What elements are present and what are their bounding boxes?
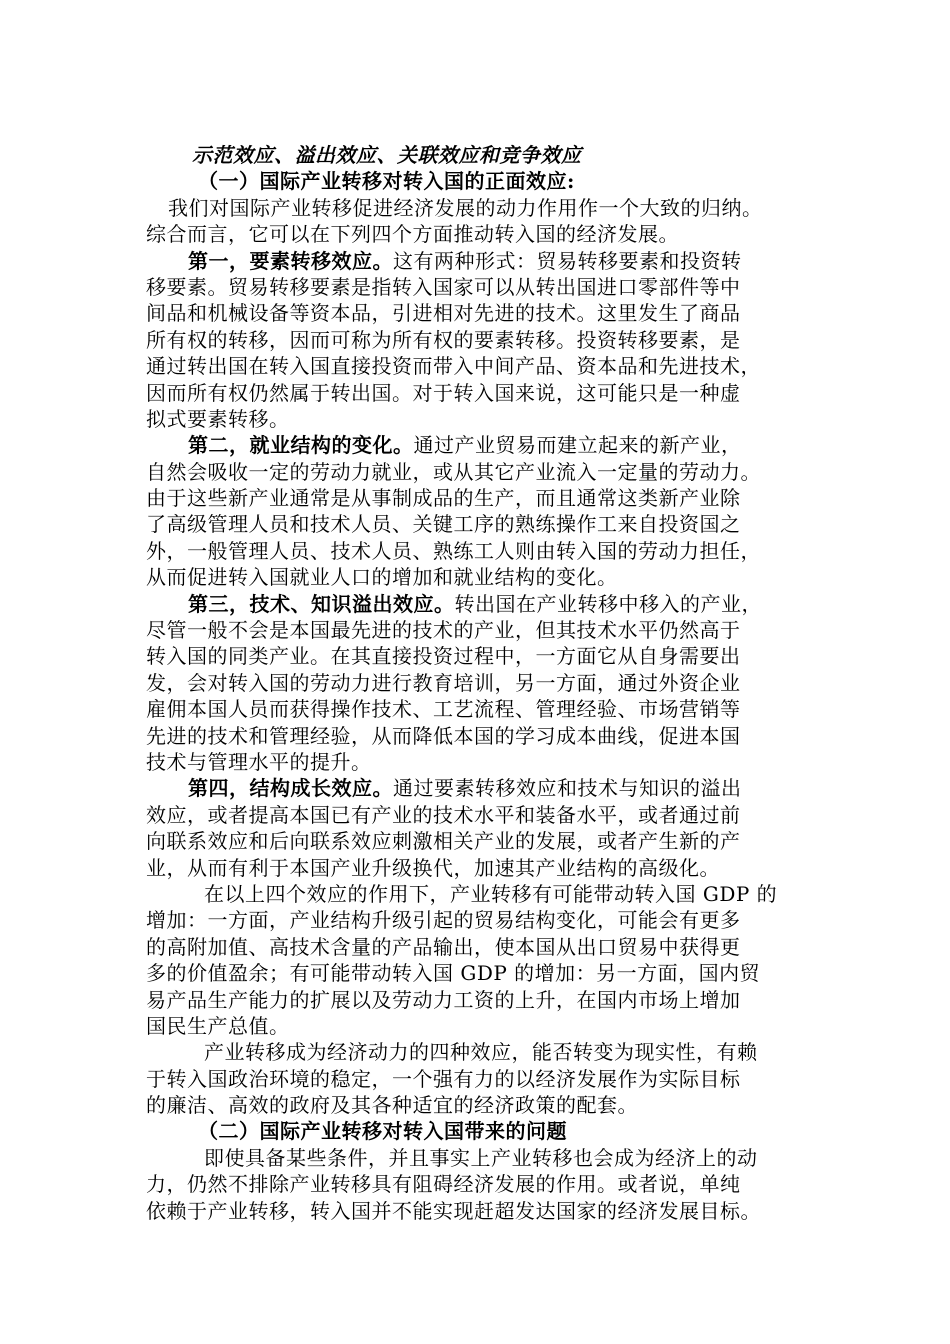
paragraph-1-line: 移要素。贸易转移要素是指转入国家可以从转出国进口零部件等中: [146, 274, 741, 299]
paragraph-5-line: 增加：一方面，产业结构升级引起的贸易结构变化，可能会有更多: [146, 908, 741, 933]
section-heading-1: （一）国际产业转移对转入国的正面效应:: [198, 169, 575, 194]
paragraph-5-line: 多的价值盈余；有可能带动转入国 GDP 的增加：另一方面，国内贸: [146, 961, 761, 986]
paragraph-1-line: 通过转出国在转入国直接投资而带入中间产品、资本品和先进技术，: [146, 354, 761, 379]
paragraph-1-lead: 第一，要素转移效应。: [188, 248, 393, 273]
paragraph-6-line: 的廉洁、高效的政府及其各种适宜的经济政策的配套。: [146, 1093, 638, 1118]
paragraph-2-line: 从而促进转入国就业人口的增加和就业结构的变化。: [146, 565, 618, 590]
intro-line: 综合而言，它可以在下列四个方面推动转入国的经济发展。: [146, 222, 679, 247]
paragraph-2-first-line: [146, 432, 826, 458]
paragraph-3-first-line: [146, 591, 826, 617]
paragraph-1-line: 拟式要素转移。: [146, 406, 290, 431]
paragraph-2-line: 外，一般管理人员、技术人员、熟练工人则由转入国的劳动力担任，: [146, 538, 761, 563]
paragraph-5-first-line: 在以上四个效应的作用下，产业转移有可能带动转入国 GDP 的: [204, 881, 778, 906]
paragraph-2-line: 了高级管理人员和技术人员、关键工序的熟练操作工来自投资国之: [146, 512, 741, 537]
intro-line: 我们对国际产业转移促进经济发展的动力作用作一个大致的归纳。: [168, 195, 763, 220]
paragraph-3-line: 先进的技术和管理经验，从而降低本国的学习成本曲线，促进本国: [146, 723, 741, 748]
paragraph-7-line: 力，仍然不排除产业转移具有阻碍经济发展的作用。或者说，单纯: [146, 1172, 741, 1197]
paragraph-3-line: 转入国的同类产业。在其直接投资过程中，一方面它从自身需要出: [146, 644, 741, 669]
paragraph-2-lead: 第二，就业结构的变化。: [188, 433, 414, 458]
paragraph-2-line: 自然会吸收一定的劳动力就业，或从其它产业流入一定量的劳动力。: [146, 459, 761, 484]
paragraph-3-lead: 第三，技术、知识溢出效应。: [188, 591, 455, 616]
paragraph-1-line: 间品和机械设备等资本品，引进相对先进的技术。这里发生了商品: [146, 301, 741, 326]
paragraph-4-line: 向联系效应和后向联系效应刺激相关产业的发展，或者产生新的产: [146, 829, 741, 854]
paragraph-3-text: 转出国在产业转移中移入的产业，: [454, 591, 762, 616]
paragraph-4-first-line: [146, 775, 826, 801]
paragraph-1-first-line: [146, 248, 826, 274]
paragraph-2-line: 由于这些新产业通常是从事制成品的生产，而且通常这类新产业除: [146, 486, 741, 511]
paragraph-2-text: 通过产业贸易而建立起来的新产业，: [413, 433, 742, 458]
document-body: [146, 142, 826, 1224]
paragraph-3-line: 发，会对转入国的劳动力进行教育培训，另一方面，通过外资企业: [146, 670, 741, 695]
paragraph-5-line: 国民生产总值。: [146, 1013, 290, 1038]
paragraph-7-line: 依赖于产业转移，转入国并不能实现赶超发达国家的经济发展目标。: [146, 1198, 761, 1223]
paragraph-4-line: 效应，或者提高本国已有产业的技术水平和装备水平，或者通过前: [146, 802, 741, 827]
section-heading-2: （二）国际产业转移对转入国带来的问题: [198, 1119, 567, 1144]
paragraph-1-line: 因而所有权仍然属于转出国。对于转入国来说，这可能只是一种虚: [146, 380, 741, 405]
paragraph-7-first-line: 即使具备某些条件，并且事实上产业转移也会成为经济上的动: [204, 1145, 758, 1170]
paragraph-5-line: 易产品生产能力的扩展以及劳动力工资的上升，在国内市场上增加: [146, 987, 741, 1012]
paragraph-3-line: 技术与管理水平的提升。: [146, 749, 372, 774]
paragraph-6-line: 于转入国政治环境的稳定，一个强有力的以经济发展作为实际目标: [146, 1066, 741, 1091]
paragraph-1-line: 所有权的转移，因而可称为所有权的要素转移。投资转移要素，是: [146, 327, 741, 352]
paragraph-1-text: 这有两种形式：贸易转移要素和投资转: [393, 248, 742, 273]
paragraph-5-line: 的高附加值、高技术含量的产品输出，使本国从出口贸易中获得更: [146, 934, 741, 959]
paragraph-6-first-line: 产业转移成为经济动力的四种效应，能否转变为现实性，有赖: [204, 1040, 758, 1065]
paragraph-4-line: 业，从而有利于本国产业升级换代，加速其产业结构的高级化。: [146, 855, 720, 880]
document-title: 示范效应、溢出效应、关联效应和竞争效应: [192, 143, 582, 167]
paragraph-3-line: 雇佣本国人员而获得操作技术、工艺流程、管理经验、市场营销等: [146, 697, 741, 722]
paragraph-4-text: 通过要素转移效应和技术与知识的溢出: [393, 776, 742, 801]
paragraph-4-lead: 第四，结构成长效应。: [188, 776, 393, 801]
paragraph-3-line: 尽管一般不会是本国最先进的技术的产业，但其技术水平仍然高于: [146, 618, 741, 643]
